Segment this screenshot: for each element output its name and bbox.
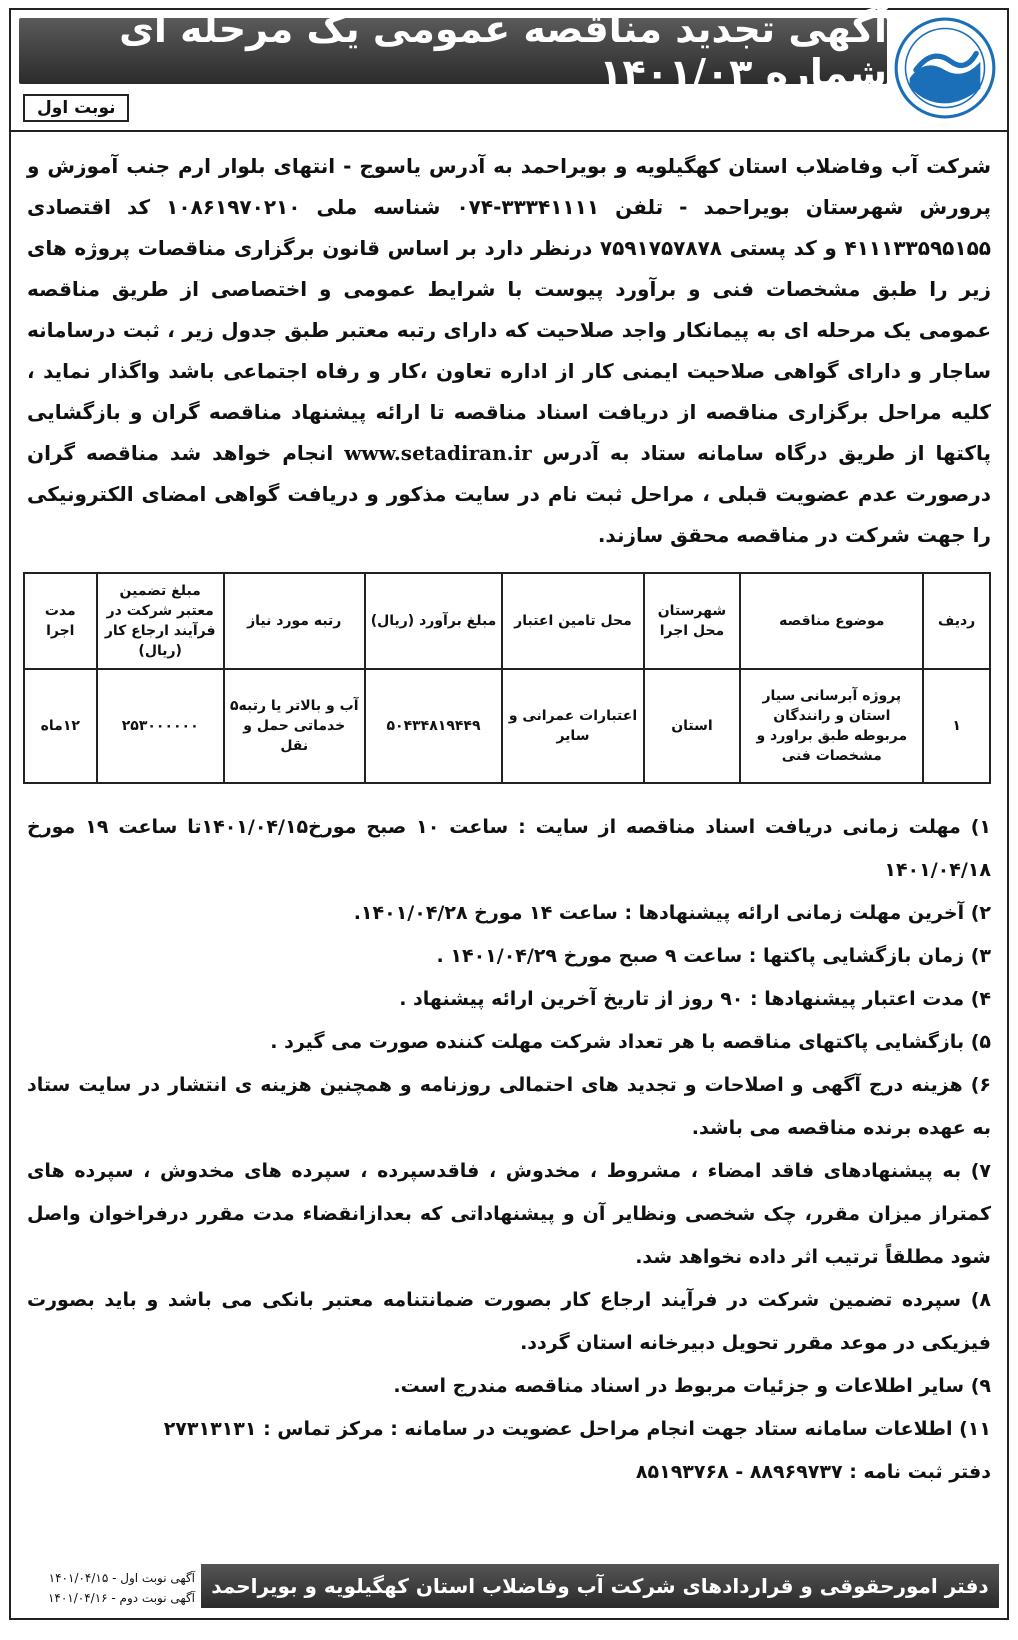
list-item: ۲) آخرین مهلت زمانی ارائه پیشنهادها : ساعت ۱۴ مورخ ۱۴۰۱/۰۴/۲۸. bbox=[353, 902, 991, 924]
first-publication-date: آگهی نوبت اول - ۱۴۰۱/۰۴/۱۵ bbox=[48, 1571, 195, 1585]
website-link[interactable]: www.setadiran.ir bbox=[344, 441, 532, 465]
cell-rank: آب و بالاتر یا رتبه۵ خدماتی حمل و نقل bbox=[224, 669, 365, 783]
notice-title: آگهی تجدید مناقصه عمومی یک مرحله ای شماره ۱۴۰۱/۰۳ bbox=[119, 7, 887, 95]
second-publication-date: آگهی نوبت دوم - ۱۴۰۱/۰۴/۱۶ bbox=[47, 1591, 195, 1605]
tender-notice bbox=[9, 8, 1009, 1620]
col-guarantee: مبلغ تضمین معتبر شرکت در فرآیند ارجاع کار (ریال) bbox=[97, 573, 224, 669]
list-item: ۱) مهلت زمانی دریافت اسناد مناقصه از سایت : ساعت ۱۰ صبح مورخ۱۴۰۱/۰۴/۱۵تا ساعت ۱۹ مورخ ۱۴۰۱/۰۴/۱۸ bbox=[27, 816, 992, 881]
list-item: ۷) به پیشنهادهای فاقد امضاء ، مشروط ، مخدوش ، فاقدسپرده ، سپرده های مخدوش ، سپرده های کمتراز میزان مقرر، چک شخصی ونظایر آن و پیشنهاداتی که بعدازانقضاء مدت مقرر درفراخوان واصل شود مطلقاً ترتیب اثر داده نخواهد شد. bbox=[27, 1160, 991, 1268]
cell-estimate: ۵۰۴۳۴۸۱۹۴۴۹ bbox=[365, 669, 503, 783]
table-header-row bbox=[24, 573, 990, 669]
intro-paragraph bbox=[11, 132, 1007, 556]
conditions-list bbox=[27, 806, 991, 1494]
footer-bar bbox=[201, 1564, 999, 1608]
col-subject: موضوع مناقصه bbox=[740, 573, 923, 669]
list-item: ۳) زمان بازگشایی پاکتها : ساعت ۹ صبح مورخ ۱۴۰۱/۰۴/۲۹ . bbox=[436, 945, 991, 967]
footer-office: دفتر امورحقوقی و قراردادهای شرکت آب وفاضلاب استان کهگیلویه و بویراحمد bbox=[211, 1574, 989, 1598]
list-item: ۶) هزینه درج آگهی و اصلاحات و تجدید های احتمالی روزنامه و همچنین هزینه ی انتشار در سایت ستاد به عهده برنده مناقصه می باشد. bbox=[27, 1074, 991, 1139]
intro-text-end: انجام خواهد شد مناقصه گران درصورت عدم عضویت قبلی ، مراحل ثبت نام در سایت مذکور و دریافت گواهی امضای الکترونیکی را جهت شرکت در مناقصه محقق سازند. bbox=[27, 441, 991, 547]
cell-city: استان bbox=[644, 669, 741, 783]
col-city: شهرستان محل اجرا bbox=[644, 573, 741, 669]
list-item: ۱۱) اطلاعات سامانه ستاد جهت انجام مراحل عضویت در سامانه : مرکز تماس : ۲۷۳۱۳۱۳۱ bbox=[163, 1418, 991, 1440]
list-item: ۸) سپرده تضمین شرکت در فرآیند ارجاع کار بصورت ضمانتنامه معتبر بانکی می باشد و باید بصورت فیزیکی در موعد مقرر تحویل دبیرخانه استان گردد. bbox=[27, 1289, 991, 1354]
tender-table bbox=[23, 572, 991, 784]
notice-header bbox=[11, 7, 1007, 132]
cell-funding: اعتبارات عمرانی و سایر bbox=[502, 669, 643, 783]
cell-row-number: ۱ bbox=[923, 669, 990, 783]
list-item: ۹) سایر اطلاعات و جزئیات مربوط در اسناد مناقصه مندرج است. bbox=[393, 1375, 991, 1397]
publication-dates bbox=[25, 1568, 195, 1608]
table-row bbox=[24, 669, 990, 783]
cell-guarantee: ۲۵۳۰۰۰۰۰۰ bbox=[97, 669, 224, 783]
col-funding: محل تامین اعتبار bbox=[502, 573, 643, 669]
col-row-number: ردیف bbox=[923, 573, 990, 669]
round-badge: نوبت اول bbox=[23, 94, 129, 122]
list-item: ۵) بازگشایی پاکتهای مناقصه با هر تعداد شرکت مهلت کننده صورت می گیرد . bbox=[270, 1031, 991, 1053]
intro-text: شرکت آب وفاضلاب استان کهگیلویه و بویراحمد به آدرس یاسوج - انتهای بلوار ارم جنب آموزش و پرورش شهرستان بویراحمد - تلفن ۳۳۳۴۱۱۱۱-۰۷۴ شناسه ملی ۱۰۸۶۱۹۷۰۲۱۰ کد اقتصادی ۴۱۱۱۳۳۵۹۵۱۵۵ و کد پستی ۷۵۹۱۷۵۷۸۷۸ درنظر دارد بر اساس قانون برگزاری مناقصات پروژه های زیر را طبق مشخصات فنی و برآورد پیوست با شرایط عمومی و اختصاصی از طریق مناقصه عمومی یک مرحله ای به پیمانکار واجد صلاحیت که دارای رتبه معتبر طبق جدول زیر ، ثبت درسامانه ساجار و دارای گواهی صلاحیت ایمنی کار از اداره تعاون ،کار و رفاه اجتماعی باشد واگذار نماید ، کلیه مراحل برگزاری مناقصه از دریافت اسناد مناقصه تا ارائه پیشنهاد مناقصه گران و بازگشایی پاکتها از طریق درگاه سامانه ستاد به آدرس bbox=[27, 154, 992, 465]
col-estimate: مبلغ برآورد (ریال) bbox=[365, 573, 503, 669]
cell-subject: پروژه آبرسانی سیار استان و رانندگان مربوطه طبق براورد و مشخصات فنی bbox=[740, 669, 923, 783]
title-band bbox=[19, 7, 887, 95]
list-item: ۴) مدت اعتبار پیشنهادها : ۹۰ روز از تاریخ آخرین ارائه پیشنهاد . bbox=[399, 988, 991, 1010]
list-item: دفتر ثبت نامه : ۸۸۹۶۹۷۳۷ - ۸۵۱۹۳۷۶۸ bbox=[635, 1461, 991, 1483]
col-rank: رتبه مورد نیاز bbox=[224, 573, 365, 669]
col-duration: مدت اجرا bbox=[24, 573, 97, 669]
cell-duration: ۱۲ماه bbox=[24, 669, 97, 783]
water-wave-logo-icon bbox=[893, 16, 997, 120]
